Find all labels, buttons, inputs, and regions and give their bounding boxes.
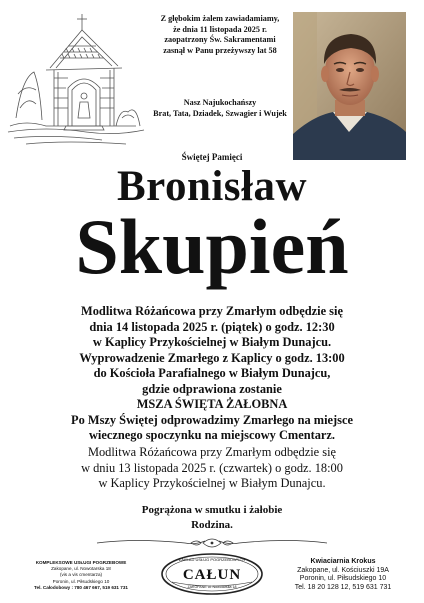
calun-logo	[160, 552, 264, 596]
deceased-first-name: Bronisław	[116, 163, 308, 210]
ceremony-line: Po Mszy Świętej odprowadzimy Zmarłego na miejsce	[71, 412, 353, 427]
mourning-line: Rodzina.	[191, 519, 233, 531]
memory-label: Świętej Pamięci	[181, 152, 243, 162]
ornamental-divider	[95, 536, 329, 550]
funeral-home-address: Poronin, ul. Piłsudskiego 10	[52, 578, 110, 584]
prayer-line: w Kaplicy Przykościelnej w Białym Dunajcu.	[98, 476, 326, 490]
ceremony-line: Modlitwa Różańcowa przy Zmarłym odbędzie się	[81, 304, 343, 318]
florist-name: Kwiaciarnia Krokus	[310, 558, 376, 565]
prayer-line: w dniu 13 listopada 2025 r. (czwartek) o godz. 18:00	[81, 460, 343, 475]
family-relation	[150, 98, 290, 119]
funeral-home-name: KOMPLEKSOWE USŁUGI POGRZEBOWE	[35, 560, 127, 565]
ceremony-line: dnia 14 listopada 2025 r. (piątek) o godz. 12:30	[89, 319, 335, 334]
mourning-line: Pogrążona w smutku i żałobie	[141, 504, 283, 516]
intro-line: zaopatrzony Św. Sakramentami	[164, 35, 276, 45]
funeral-home-phone: Tel. Całodobowy : 780 467 667, 519 631 731	[34, 584, 128, 590]
ceremony-line: Wyprowadzenie Zmarłego z Kaplicy o godz. 13:00	[79, 350, 345, 365]
intro-line: zasnął w Panu przeżywszy lat 58	[163, 45, 277, 55]
funeral-home-info	[6, 560, 156, 591]
florist-info	[268, 558, 418, 592]
funeral-home-address: Zakopane, ul. Nowotarska 18	[51, 566, 111, 572]
florist-address: Zakopane, ul. Kościuszki 19A	[297, 566, 389, 574]
florist-address: Poronin, ul. Piłsudskiego 10	[299, 575, 387, 583]
logo-top-text: ZAKŁAD USŁUG POGRZEBOWYCH	[178, 557, 246, 562]
family-line: Nasz Najukochańszy	[183, 98, 257, 107]
ceremony-line: MSZA ŚWIĘTA ŻAŁOBNA	[136, 397, 288, 411]
deceased-portrait-photo	[293, 12, 406, 160]
ceremony-line: wiecznego spoczynku na miejscowy Cmentarz.	[88, 428, 336, 442]
funeral-ceremony-details	[14, 304, 410, 444]
ceremony-line: do Kościoła Parafialnego w Białym Dunajcu,	[93, 366, 331, 380]
logo-name: CAŁUN	[182, 567, 242, 583]
ceremony-line: w Kaplicy Przykościelnej w Białym Dunajcu.	[92, 335, 332, 349]
announcement-intro	[150, 14, 290, 56]
logo-bottom-text: ZAKOPANE ul. Nowotarska 18	[187, 585, 237, 589]
mourning-family	[0, 503, 424, 533]
intro-line: Z głębokim żalem zawiadamiamy,	[160, 14, 280, 23]
family-line: Brat, Tata, Dziadek, Szwagier i Wujek	[153, 108, 287, 118]
rosary-prayer-details	[14, 445, 410, 492]
prayer-line: Modlitwa Różańcowa przy Zmarłym odbędzie się	[87, 445, 337, 459]
deceased-surname: Skupień	[75, 203, 349, 290]
ceremony-line: gdzie odprawiona zostanie	[142, 381, 282, 396]
intro-line: że dnia 11 listopada 2025 r.	[173, 24, 267, 34]
florist-phone: Tel. 18 20 128 12, 519 631 731	[294, 583, 392, 591]
funeral-home-note: (vis a vis cmentarza)	[59, 572, 103, 578]
chapel-illustration	[6, 8, 146, 148]
